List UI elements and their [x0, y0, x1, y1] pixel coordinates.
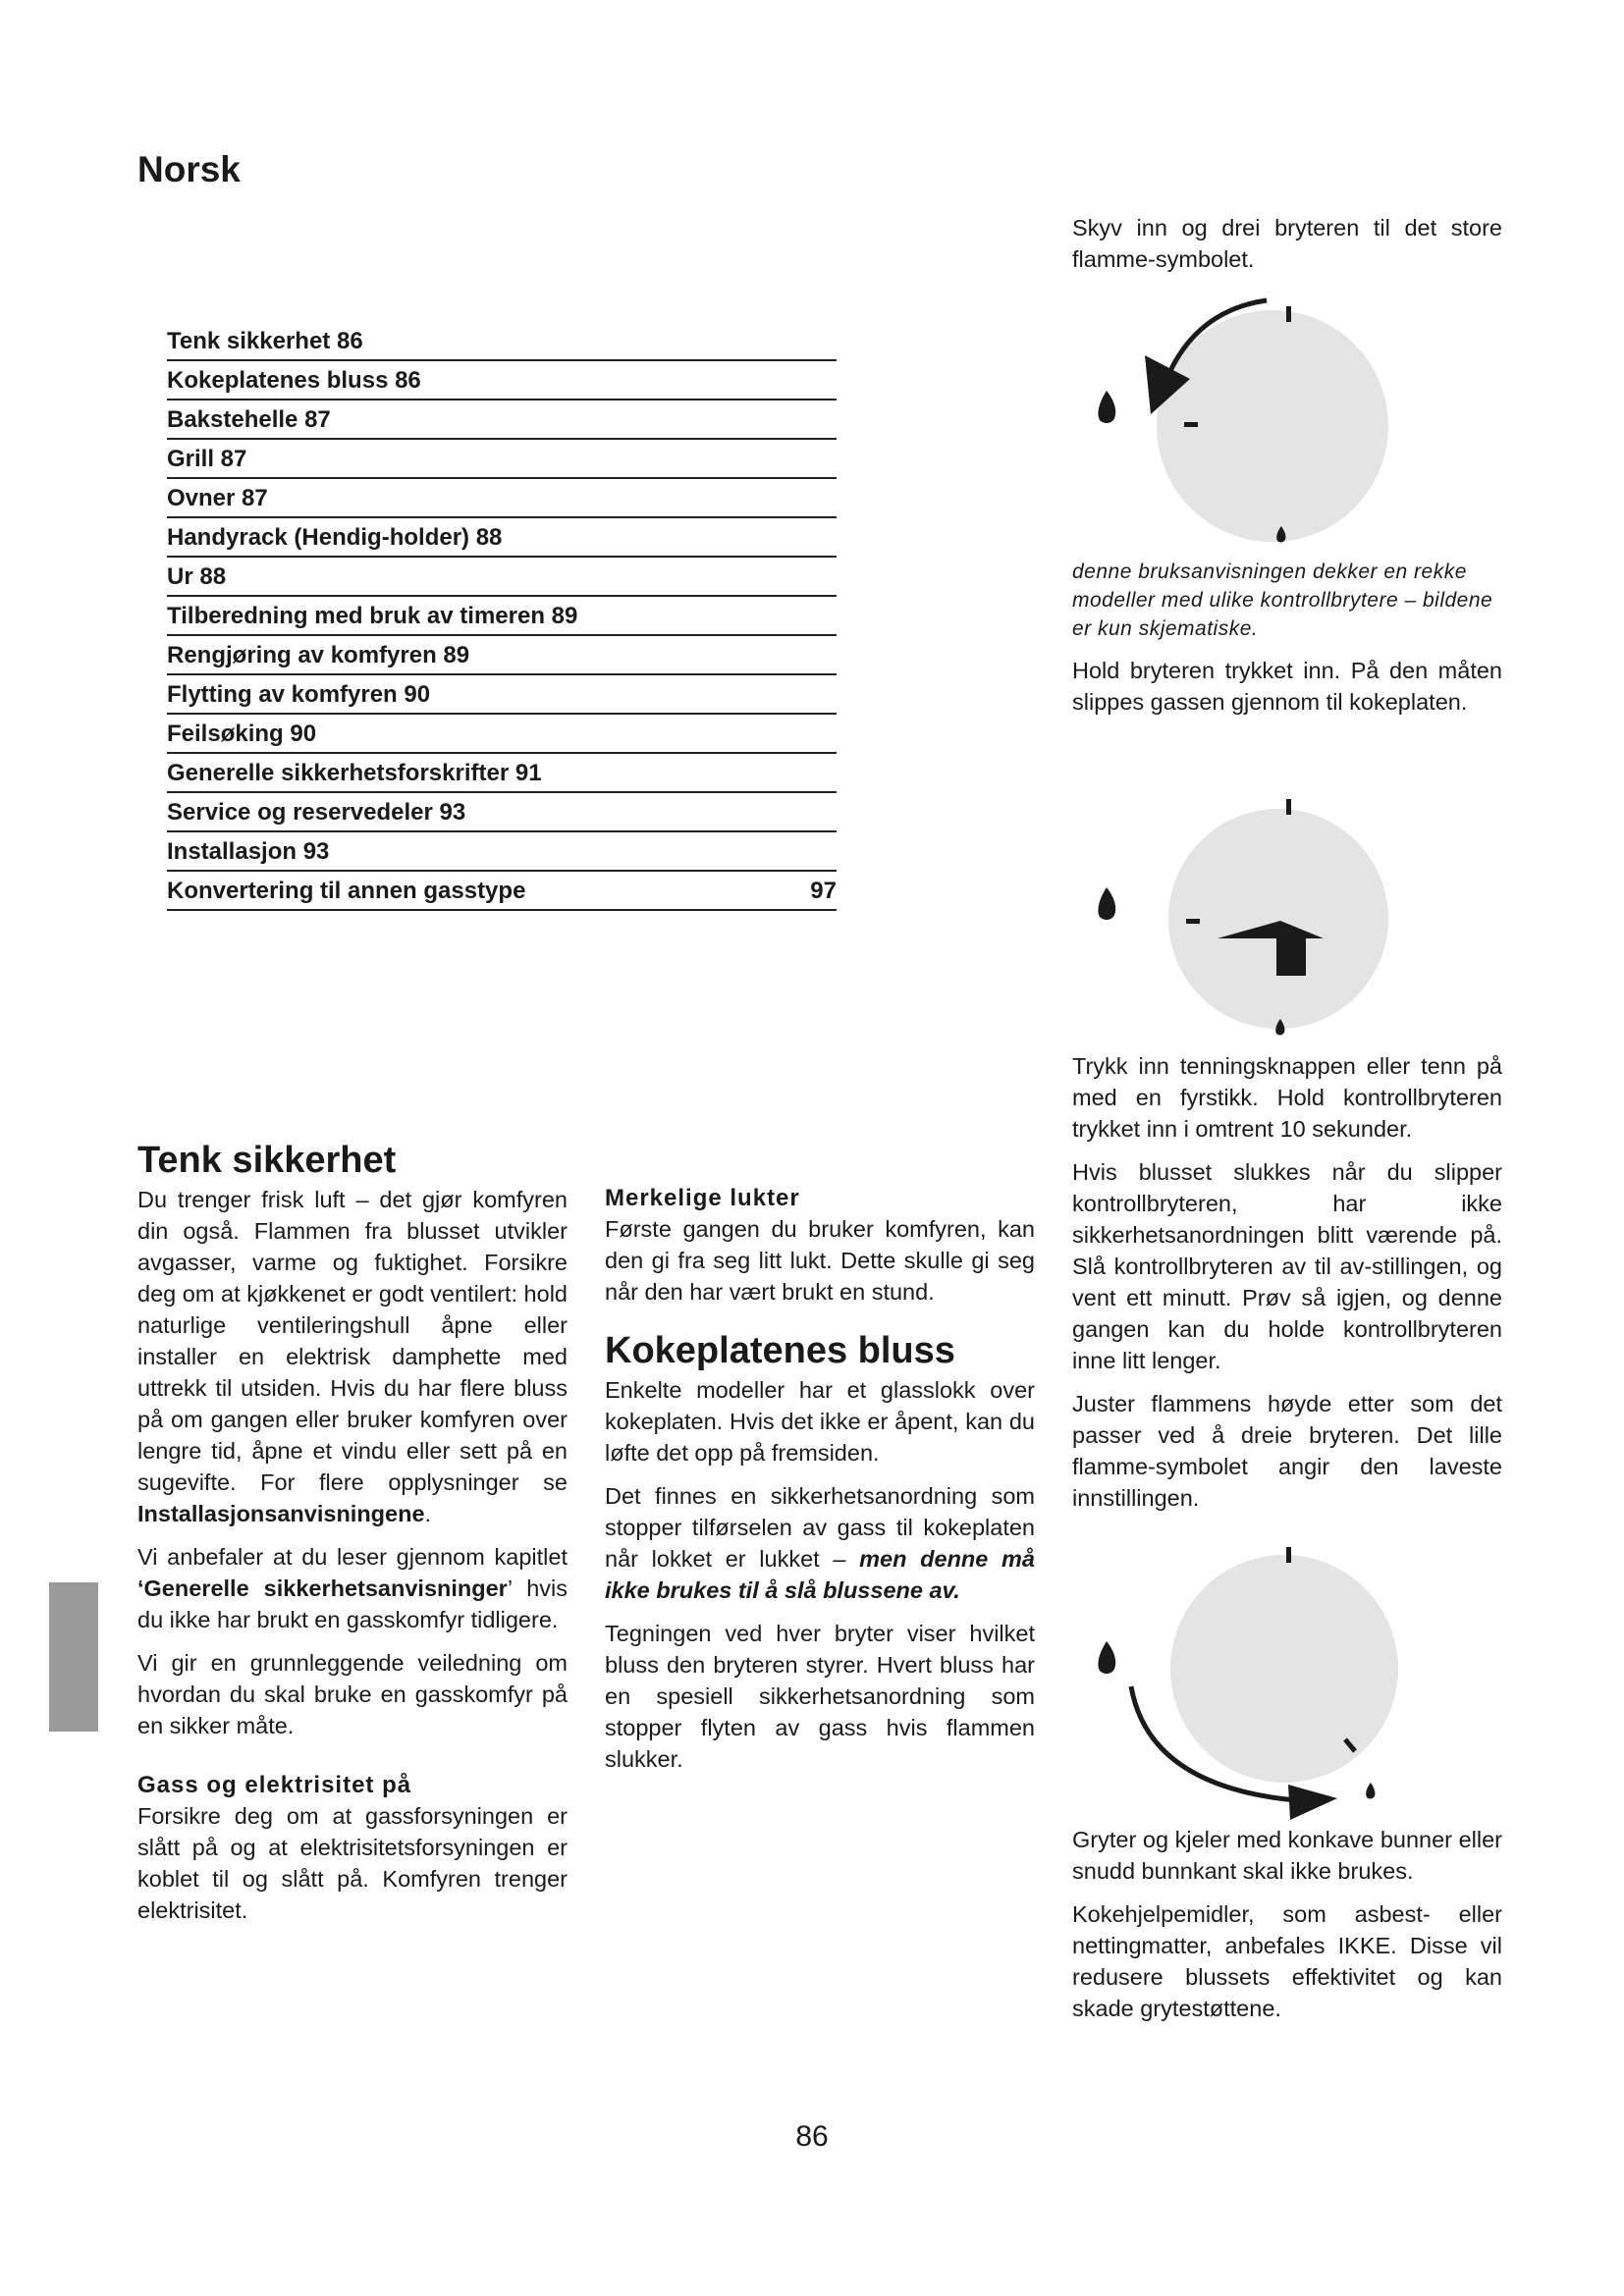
paragraph: Det finnes en sikkerhetsanordning som stopper tilførselen av gass til kokeplaten når lokket er lukket – men denne må ikke brukes til å slå blussene av. [605, 1483, 1035, 1603]
column-burners [605, 1184, 1035, 1787]
paragraph: Hvis blusset slukkes når du slipper kontrollbryteren, har ikke sikkerhetsanordningen blitt værende på. Slå kontrollbryteren av til av-stillingen, og vent ett minutt. Prøv så igjen, og denne gangen kan du holde kontrollbryteren inne litt lenger. [1072, 1159, 1502, 1373]
toc-entry[interactable] [167, 675, 837, 715]
subheading-gas-electricity: Gass og elektrisitet på [137, 1772, 412, 1798]
paragraph: Vi anbefaler at du leser gjennom kapitlet ‘Generelle sikkerhetsanvisninger’ hvis du ikke har brukt en gasskomfyr tidligere. [137, 1544, 568, 1632]
paragraph: Enkelte modeller har et glasslokk over kokeplaten. Hvis det ikke er åpent, kan du løfte det opp på fremsiden. [605, 1377, 1035, 1466]
instruction-ignite [1072, 1050, 1502, 1525]
instruction-cookware [1072, 1824, 1502, 2036]
toc-entry-title: Ur 88 [167, 563, 227, 590]
toc-entry-title: Service og reservedeler 93 [167, 799, 466, 826]
section-heading-safety: Tenk sikkerhet [137, 1140, 397, 1181]
toc-entry-title: Tenk sikkerhet 86 [167, 328, 363, 354]
large-flame-icon [1098, 887, 1115, 920]
page-number: 86 [795, 2120, 829, 2153]
toc-entry[interactable] [167, 558, 837, 597]
figure-caption: denne bruksanvisningen dekker en rekke modeller med ulike kontrollbrytere – bildene er kun skjematiske. [1072, 561, 1493, 640]
toc-entry[interactable] [167, 400, 837, 440]
toc-entry-title: Flytting av komfyren 90 [167, 681, 431, 708]
knob-diagram-turn-to-large-flame [1070, 285, 1424, 550]
toc-entry[interactable] [167, 597, 837, 636]
column-safety [137, 1139, 568, 1938]
large-flame-icon [1098, 1641, 1115, 1674]
paragraph: Gryter og kjeler med konkave bunner eller snudd bunnkant skal ikke brukes. [1072, 1827, 1502, 1884]
toc-entry[interactable] [167, 793, 837, 832]
subheading-strange-smells: Merkelige lukter [605, 1185, 800, 1211]
toc-entry[interactable] [167, 832, 837, 872]
toc-entry-title: Rengjøring av komfyren 89 [167, 642, 470, 668]
section-heading-burners: Kokeplatenes bluss [605, 1330, 955, 1371]
paragraph: Juster flammens høyde etter som det passer ved å dreie bryteren. Det lille flamme-symbolet angir den laveste innstillingen. [1072, 1391, 1502, 1511]
toc-entry[interactable] [167, 440, 837, 479]
knob-diagram-turn-to-small-flame [1070, 1541, 1434, 1836]
control-knob [1170, 1555, 1398, 1783]
paragraph: Tegningen ved hver bryter viser hvilket bluss den bryteren styrer. Hvert bluss har en spesiell sikkerhetsanordning som stopper flyten av gass hvis flammen slukker. [605, 1621, 1035, 1772]
push-in-arrow-stem [1276, 938, 1306, 976]
knob-top-tick [1286, 799, 1291, 815]
table-of-contents [167, 324, 837, 911]
toc-entry-title: Kokeplatenes bluss 86 [167, 367, 421, 394]
toc-entry[interactable] [167, 872, 837, 911]
paragraph: Du trenger frisk luft – det gjør komfyren din også. Flammen fra blusset utvikler avgasser, varme og fuktighet. Forsikre deg om at kjøkkenet er godt ventilert: hold naturlige ventileringshull åpne eller installer en elektrisk damphette med uttrekk til utsiden. Hvis du har flere bluss på om gangen eller bruker komfyren over lengre tid, åpne et vindu eller sett på en sugevifte. For flere opplysninger se Installasjonsanvisningene. [137, 1187, 568, 1526]
toc-entry[interactable] [167, 636, 837, 675]
toc-entry-title: Installasjon 93 [167, 838, 330, 865]
paragraph: Forsikre deg om at gassforsyningen er slått på og at elektrisitetsforsyningen er koblet til og slått på. Komfyren trenger elektrisitet. [137, 1803, 568, 1923]
toc-entry-title: Bakstehelle 87 [167, 406, 331, 433]
knob-pointer-icon [1186, 919, 1200, 924]
toc-entry-title: Konvertering til annen gasstype [167, 878, 526, 904]
toc-entry-title: Tilberedning med bruk av timeren 89 [167, 603, 578, 629]
toc-entry[interactable] [167, 479, 837, 518]
chapter-side-tab [49, 1582, 98, 1732]
toc-entry-title: Generelle sikkerhetsforskrifter 91 [167, 760, 542, 786]
toc-entry[interactable] [167, 361, 837, 400]
paragraph: Kokehjelpemidler, som asbest- eller nettingmatter, anbefales IKKE. Disse vil redusere blussets effektivitet og kan skade grytestøttene. [1072, 1901, 1502, 2021]
paragraph: Hold bryteren trykket inn. På den måten slippes gassen gjennom til kokeplaten. [1072, 658, 1502, 715]
paragraph: Vi gir en grunnleggende veiledning om hvordan du skal bruke en gasskomfyr på en sikker måte. [137, 1650, 568, 1738]
arrow-head-icon [1288, 1785, 1337, 1820]
toc-entry[interactable] [167, 754, 837, 793]
toc-entry-page: 97 [810, 878, 837, 904]
large-flame-icon [1098, 391, 1115, 423]
small-flame-icon [1366, 1783, 1375, 1799]
paragraph: Trykk inn tenningsknappen eller tenn på med en fyrstikk. Hold kontrollbryteren trykket inn i omtrent 10 sekunder. [1072, 1053, 1502, 1142]
toc-entry-title: Ovner 87 [167, 485, 268, 511]
language-heading: Norsk [137, 149, 241, 189]
toc-entry-title: Grill 87 [167, 446, 247, 472]
control-knob [1168, 809, 1388, 1029]
knob-diagram-press-in [1070, 793, 1424, 1048]
toc-entry-title: Feilsøking 90 [167, 721, 317, 747]
paragraph: Skyv inn og drei bryteren til det store flamme-symbolet. [1072, 215, 1502, 272]
knob-top-tick [1286, 306, 1291, 322]
knob-top-tick [1286, 1547, 1291, 1563]
paragraph: Første gangen du bruker komfyren, kan den gi fra seg litt lukt. Dette skulle gi seg når den har vært brukt en stund. [605, 1216, 1035, 1305]
toc-entry[interactable] [167, 324, 837, 361]
instruction-push-turn [1072, 212, 1502, 287]
toc-entry-title: Handyrack (Hendig-holder) 88 [167, 524, 503, 551]
knob-pointer-icon [1184, 422, 1198, 427]
toc-entry[interactable] [167, 518, 837, 558]
instruction-hold [1072, 558, 1502, 729]
toc-entry[interactable] [167, 715, 837, 754]
